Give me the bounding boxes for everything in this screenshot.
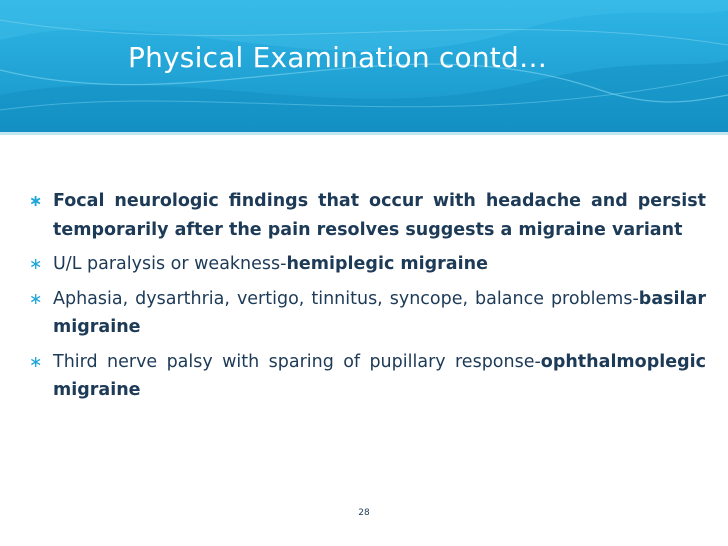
header-divider [0,132,728,135]
bullet-item [29,187,706,244]
title-banner [0,0,728,132]
bullet-list [29,187,706,411]
slide-title: Physical Examination contd… [128,41,548,74]
bullet-marker-icon: ∗ [29,351,43,371]
bullet-marker-icon: ∗ [29,191,43,210]
bullet-marker-icon: ∗ [29,254,43,273]
bullet-text: U/L paralysis or weakness- [53,254,287,274]
page-number: 28 [358,508,370,518]
bullet-text: Focal neurologic findings that occur with headache and persist temporarily after the pain resolves suggests a migraine variant [53,191,706,240]
bullet-item [29,250,706,279]
bullet-text: Third nerve palsy with sparing of pupillary response- [53,351,541,372]
bullet-marker-icon: ∗ [29,288,43,308]
bullet-emphasis: hemiplegic migraine [286,254,488,274]
bullet-emphasis: ophthalmoplegic migraine [53,351,706,400]
bullet-emphasis: basilar migraine [53,288,706,337]
bullet-text: Aphasia, dysarthria, vertigo, tinnitus, syncope, balance problems- [53,288,639,309]
bullet-item [29,348,706,405]
bullet-item [29,285,706,342]
